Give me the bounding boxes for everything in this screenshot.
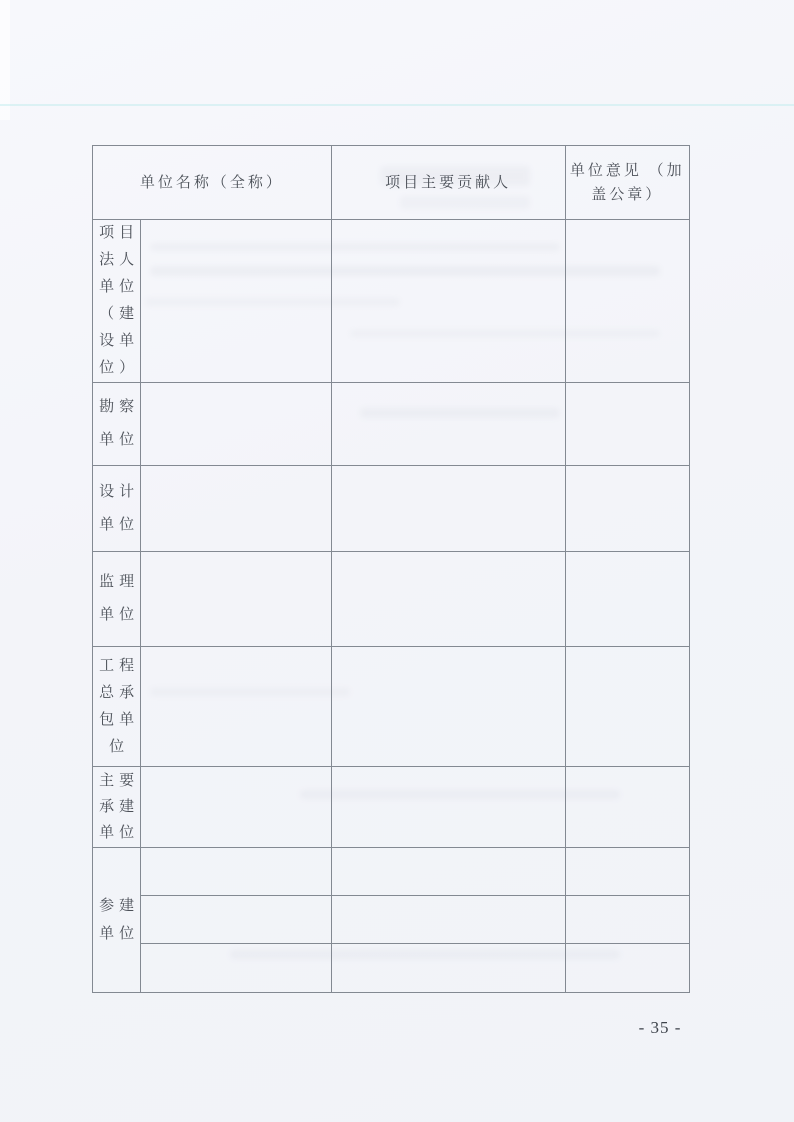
table-row: [93, 220, 690, 383]
fill-in-cell-opinion: [565, 896, 689, 944]
unit-signature-table: [92, 145, 690, 993]
fill-in-cell-unit-name: [141, 647, 332, 767]
row-label-line: 总承: [99, 684, 140, 701]
header-unit-opinion-line2: （加盖公章）: [591, 162, 685, 203]
fill-in-cell-unit-name: [141, 552, 332, 647]
row-label-line: 参建: [99, 898, 140, 914]
row-label-line: 位）: [99, 360, 140, 376]
fill-in-cell-opinion: [565, 767, 689, 848]
header-row: [93, 146, 690, 220]
fill-in-cell-opinion: [565, 220, 689, 383]
row-label-line: 监理: [99, 574, 140, 590]
header-contributors: [331, 146, 565, 220]
fill-in-cell-unit-name: [141, 220, 332, 383]
fill-in-cell-opinion: [565, 466, 689, 552]
fill-in-cell-unit-name: [141, 944, 332, 993]
header-unit-opinion-line1: 单位意见: [569, 162, 642, 179]
table-row: [93, 383, 690, 466]
row-label-line: 位: [109, 738, 130, 755]
row-label-line: 单位: [99, 607, 140, 623]
row-label-line: 单位: [99, 432, 140, 448]
table-row: [93, 848, 690, 896]
fill-in-cell-contributors: [331, 466, 565, 552]
fill-in-cell-contributors: [331, 552, 565, 647]
row-label-line: 勘察: [99, 399, 140, 415]
row-label-main-building-unit: [93, 767, 141, 848]
row-label-line: 单位: [99, 279, 140, 295]
row-label-line: 工程: [99, 657, 140, 674]
fill-in-cell-unit-name: [141, 767, 332, 848]
header-unit-opinion: [565, 146, 689, 220]
fill-in-cell-opinion: [565, 848, 689, 896]
fill-in-cell-contributors: [331, 383, 565, 466]
fill-in-cell-opinion: [565, 552, 689, 647]
header-contributors-label: 项目主要贡献人: [385, 174, 512, 191]
table-row: [93, 767, 690, 848]
fill-in-cell-contributors: [331, 220, 565, 383]
table-row: [93, 647, 690, 767]
row-label-line: 设计: [99, 483, 140, 500]
page-number: - 35 -: [638, 1018, 682, 1037]
row-label-line: 包单: [99, 711, 140, 728]
row-label-design-unit: [93, 466, 141, 552]
table-row: [93, 466, 690, 552]
fill-in-cell-contributors: [331, 848, 565, 896]
table-row: [93, 896, 690, 944]
row-label-line: （建: [99, 306, 140, 322]
row-label-line: 单位: [99, 825, 140, 841]
fill-in-cell-contributors: [331, 944, 565, 993]
fill-in-cell-contributors: [331, 896, 565, 944]
header-unit-name-label: 单位名称（全称）: [139, 174, 284, 191]
row-label-supervision-unit: [93, 552, 141, 647]
fill-in-cell-unit-name: [141, 848, 332, 896]
fill-in-cell-opinion: [565, 944, 689, 993]
row-label-participating-units: [93, 848, 141, 993]
table-row: [93, 944, 690, 993]
scan-artifact-cyan-line: [0, 104, 794, 106]
row-label-line: 主要: [99, 773, 140, 789]
scanner-edge-artifact: [0, 0, 10, 120]
row-label-project-legal-unit: [93, 220, 141, 383]
row-label-line: 项目: [99, 225, 140, 241]
fill-in-cell-opinion: [565, 383, 689, 466]
row-label-line: 单位: [99, 926, 140, 942]
fill-in-cell-contributors: [331, 647, 565, 767]
row-label-survey-unit: [93, 383, 141, 466]
fill-in-cell-contributors: [331, 767, 565, 848]
header-unit-name: [93, 146, 332, 220]
fill-in-cell-unit-name: [141, 466, 332, 552]
row-label-line: 设单: [99, 333, 140, 349]
table-row: [93, 552, 690, 647]
fill-in-cell-unit-name: [141, 383, 332, 466]
row-label-line: 单位: [99, 516, 140, 533]
fill-in-cell-opinion: [565, 647, 689, 767]
row-label-general-contracting-unit: [93, 647, 141, 767]
fill-in-cell-unit-name: [141, 896, 332, 944]
row-label-line: 法人: [99, 252, 140, 268]
row-label-line: 承建: [99, 799, 140, 815]
